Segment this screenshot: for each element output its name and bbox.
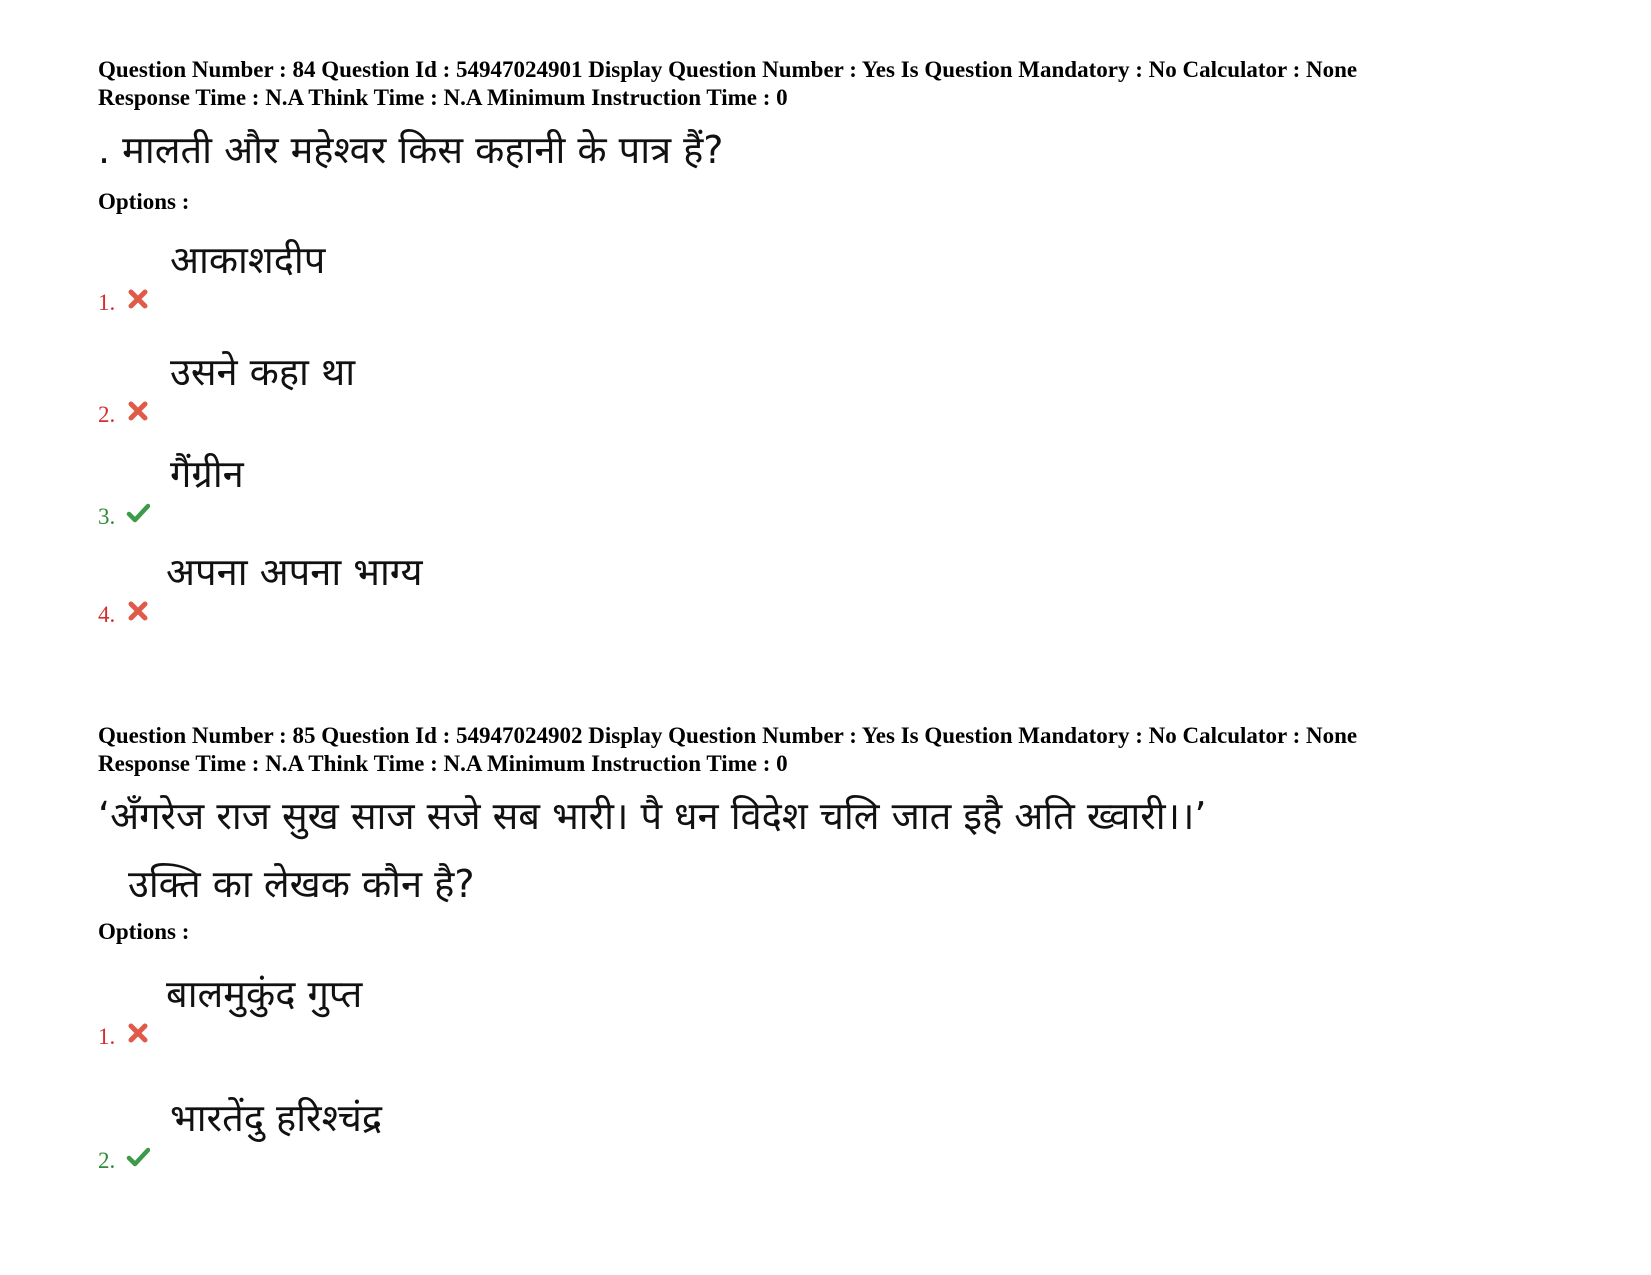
options-list-84 — [98, 236, 1598, 636]
question-meta-line2: Response Time : N.A Think Time : N.A Minimum Instruction Time : 0 — [98, 85, 788, 110]
check-icon — [126, 1146, 150, 1168]
option-text: बालमुकुंद गुप्त — [166, 972, 363, 1016]
option-2[interactable] — [98, 348, 798, 428]
option-1[interactable] — [98, 236, 798, 316]
option-number: 1. — [98, 290, 116, 315]
option-text: गैंग्रीन — [170, 452, 244, 496]
option-1[interactable] — [98, 970, 798, 1050]
cross-icon — [126, 600, 150, 622]
option-number: 2. — [98, 402, 116, 427]
question-meta-line2: Response Time : N.A Think Time : N.A Minimum Instruction Time : 0 — [98, 751, 788, 776]
cross-icon — [126, 1022, 150, 1044]
question-85 — [98, 722, 1598, 946]
option-text: उसने कहा था — [170, 350, 356, 394]
question-meta-line1: Question Number : 85 Question Id : 54947024902 Display Question Number : Yes Is Question Mandatory : No Calculator : None — [98, 723, 1358, 748]
option-number: 2. — [98, 1148, 116, 1173]
option-number: 3. — [98, 504, 116, 529]
option-number: 1. — [98, 1024, 116, 1049]
option-3[interactable] — [98, 450, 798, 530]
options-label: Options : — [98, 189, 190, 214]
question-text-line1: ‘अँगरेज राज सुख साज सजे सब भारी। पै धन विदेश चलि जात इहै अति ख्वारी।।’ — [98, 794, 1207, 838]
cross-icon — [126, 288, 150, 310]
option-2[interactable] — [98, 1094, 798, 1174]
option-text: अपना अपना भाग्य — [166, 550, 423, 594]
cross-icon — [126, 400, 150, 422]
question-text-line2: उक्ति का लेखक कौन है? — [128, 862, 475, 906]
option-number: 4. — [98, 602, 116, 627]
options-list-85 — [98, 970, 1598, 1173]
option-4[interactable] — [98, 548, 798, 628]
options-label: Options : — [98, 919, 190, 944]
question-text: . मालती और महेश्वर किस कहानी के पात्र हैं? — [98, 128, 724, 172]
check-icon — [126, 502, 150, 524]
question-meta-line1: Question Number : 84 Question Id : 54947024901 Display Question Number : Yes Is Question Mandatory : No Calculator : None — [98, 57, 1358, 82]
question-84 — [98, 56, 1598, 216]
option-text: आकाशदीप — [170, 238, 326, 282]
option-text: भारतेंदु हरिश्चंद्र — [170, 1096, 383, 1140]
